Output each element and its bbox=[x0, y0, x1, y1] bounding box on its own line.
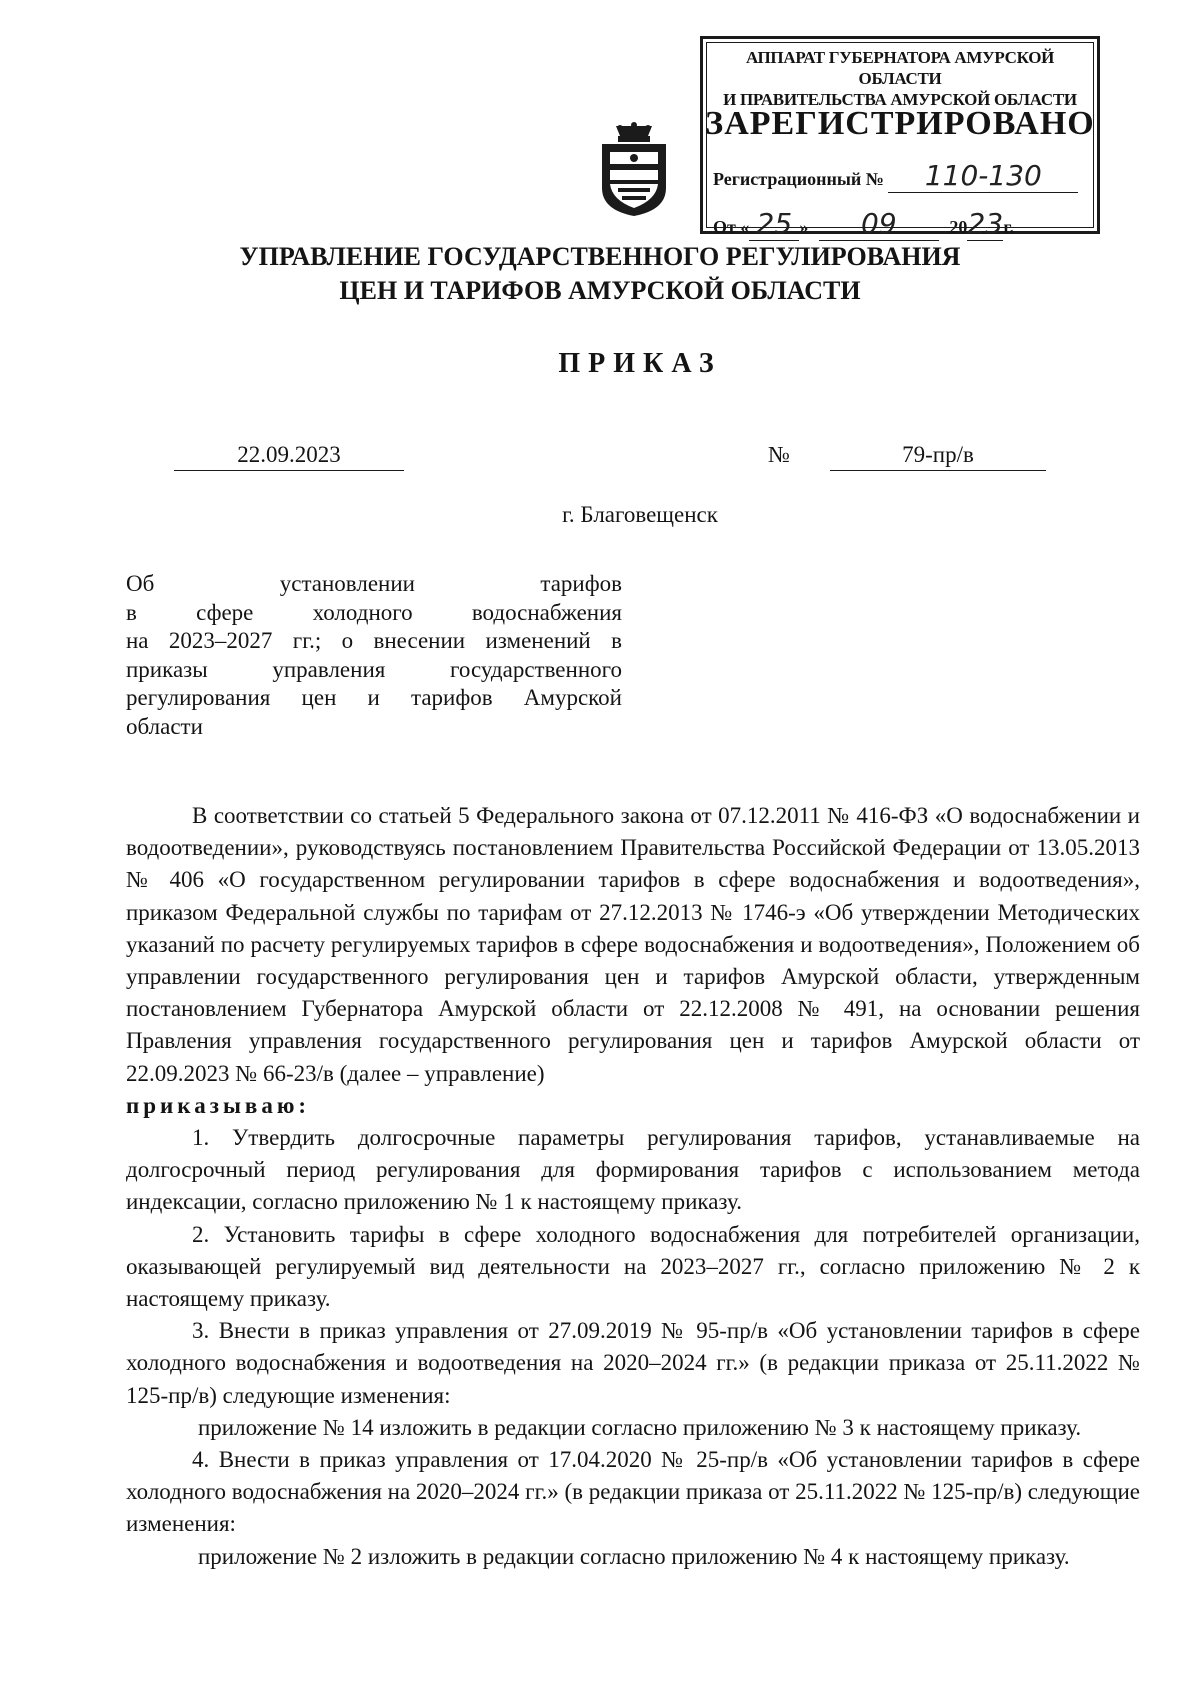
number-sign: № bbox=[768, 442, 790, 467]
stamp-year-prefix: 20 bbox=[949, 217, 968, 237]
stamp-org-line1: АППАРАТ ГУБЕРНАТОРА АМУРСКОЙ ОБЛАСТИ bbox=[745, 48, 1055, 88]
subject-line: области bbox=[126, 713, 203, 739]
coat-of-arms-emblem bbox=[596, 122, 672, 218]
order-item-2: 2. Установить тарифы в сфере холодного водоснабжения для потребителей организации, оказывающей регулируемый вид деятельности на 2023–2027 гг., согласно приложению № 2 к настоящему приказу. bbox=[126, 1221, 1140, 1312]
org-title-line2: ЦЕН И ТАРИФОВ АМУРСКОЙ ОБЛАСТИ bbox=[339, 276, 861, 305]
order-item-3-change: приложение № 14 изложить в редакции согласно приложению № 3 к настоящему приказу. bbox=[198, 1414, 1082, 1440]
stamp-date-suffix: г. bbox=[1003, 217, 1014, 237]
stamp-date-month: 09 bbox=[861, 207, 897, 240]
stamp-reg-number: 110-130 bbox=[924, 159, 1042, 192]
order-item-4: 4. Внести в приказ управления от 17.04.2020 № 25-пр/в «Об установлении тарифов в сфере холодного водоснабжения на 2020–2024 гг.» (в редакции приказа от 25.11.2022 № 125-пр/в) следующие изменения: bbox=[126, 1447, 1141, 1537]
order-number: 79-пр/в bbox=[830, 442, 1046, 471]
subject-line: регулирования цен и тарифов Амурской bbox=[126, 685, 622, 710]
org-title-line1: УПРАВЛЕНИЕ ГОСУДАРСТВЕННОГО РЕГУЛИРОВАНИЯ bbox=[239, 242, 961, 271]
subject-line: приказы управления государственного bbox=[126, 656, 622, 682]
stamp-year-field bbox=[967, 207, 1003, 241]
order-item-3: 3. Внести в приказ управления от 27.09.2019 № 95-пр/в «Об установлении тарифов в сфере холодного водоснабжения и водоотведения на 2020–2024 гг.» (в редакции приказа от 25.11.2022 № 125-пр/в) следующие изменения: bbox=[126, 1318, 1140, 1408]
organization-title bbox=[0, 240, 1200, 308]
subject-line: на 2023–2027 гг.; о внесении изменений в bbox=[126, 628, 622, 653]
stamp-date-mid: » bbox=[799, 217, 809, 237]
stamp-date-day: 25 bbox=[756, 207, 793, 240]
order-date: 22.09.2023 bbox=[174, 442, 404, 471]
stamp-registration-row bbox=[713, 159, 1078, 193]
preamble-paragraph: В соответствии со статьей 5 Федерального закона от 07.12.2011 № 416-ФЗ «О водоснабжении и водоотведении», руководствуясь постановлением Правительства Российской Федерации от 13.05.2013 № 406 «О государственном регулировании тарифов в сфере водоснабжения и водоотведения», приказом Федеральной службы по тарифам от 27.12.2013 № 1746-э «Об утверждении Методических указаний по расчету регулируемых тарифов в сфере водоснабжения и водоотведения», Положением об управлении государственного регулирования цен и тарифов Амурской области, утвержденным постановлением Губернатора Амурской области от 22.12.2008 № 491, на основании решения Правления управления государственного регулирования цен и тарифов Амурской области от 22.09.2023 № 66-23/в (далее – управление) bbox=[126, 803, 1140, 1086]
order-word: приказываю: bbox=[126, 1092, 311, 1118]
order-item-1: 1. Утвердить долгосрочные параметры регулирования тарифов, устанавливаемые на долгосрочный период регулирования для формирования тарифов с использованием метода индексации, согласно приложению № 1 к настоящему приказу. bbox=[126, 1125, 1140, 1215]
stamp-organization bbox=[703, 47, 1097, 110]
stamp-month-field bbox=[819, 207, 939, 241]
order-item-4-change: приложение № 2 изложить в редакции согласно приложению № 4 к настоящему приказу. bbox=[198, 1543, 1070, 1569]
stamp-date-row bbox=[713, 207, 1014, 241]
order-subject bbox=[126, 570, 622, 741]
document-type-heading: ПРИКАЗ bbox=[558, 348, 722, 379]
registration-stamp bbox=[700, 36, 1100, 240]
stamp-title: ЗАРЕГИСТРИРОВАНО bbox=[705, 105, 1095, 142]
stamp-day-field bbox=[749, 207, 799, 241]
city-name: г. Благовещенск bbox=[562, 502, 718, 527]
order-body bbox=[126, 800, 1140, 1573]
subject-line: Об установлении тарифов bbox=[126, 571, 622, 596]
subject-line: в сфере холодного водоснабжения bbox=[126, 599, 622, 625]
stamp-reg-label: Регистрационный № bbox=[713, 169, 884, 189]
stamp-reg-number-field bbox=[888, 159, 1078, 193]
stamp-org-line2: И ПРАВИТЕЛЬСТВА АМУРСКОЙ ОБЛАСТИ bbox=[723, 90, 1077, 109]
stamp-date-prefix: От « bbox=[713, 217, 750, 237]
stamp-date-year: 23 bbox=[967, 207, 1004, 240]
